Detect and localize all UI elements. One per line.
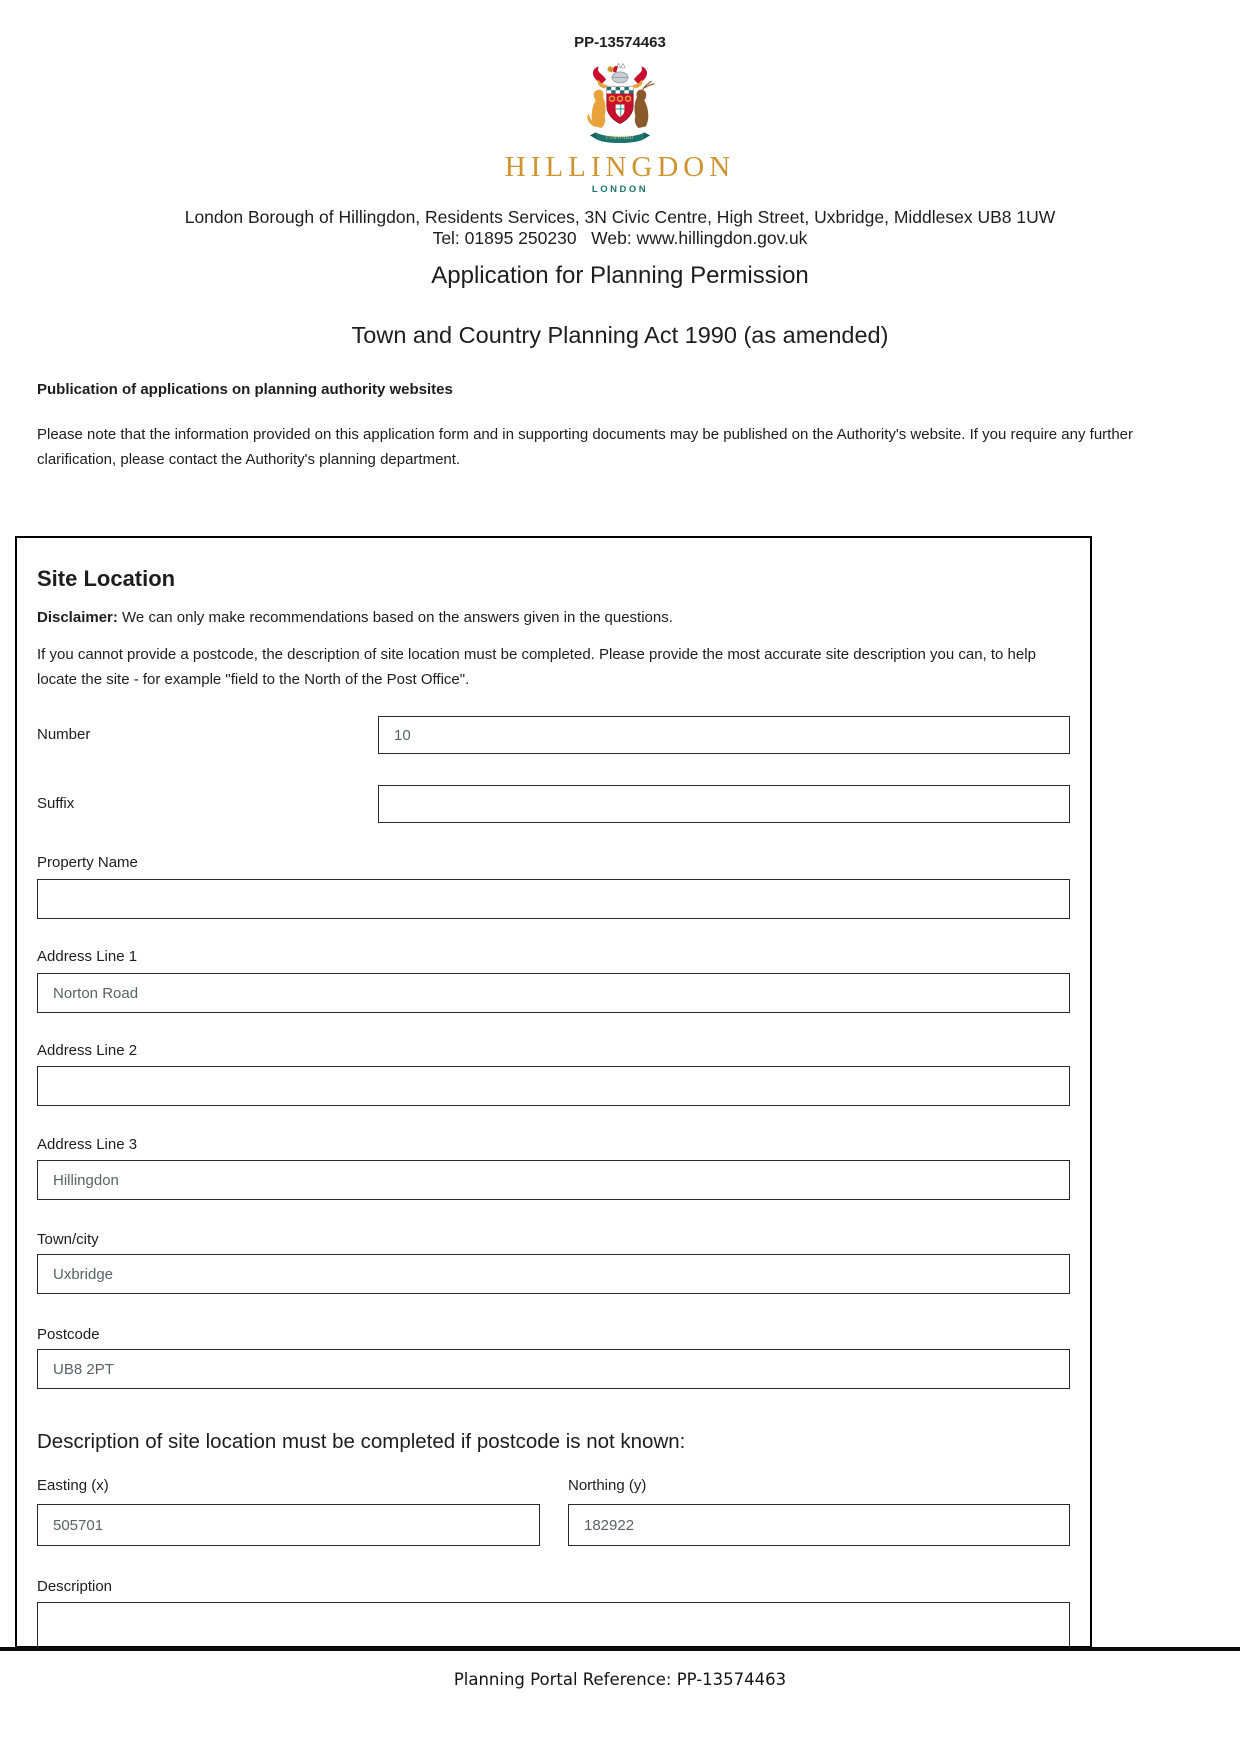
description-textarea[interactable] bbox=[37, 1602, 1070, 1648]
form-subtitle: Town and Country Planning Act 1990 (as amended) bbox=[351, 322, 889, 348]
town-city-input[interactable] bbox=[37, 1254, 1070, 1294]
crest-motto-text: FORWARD bbox=[605, 136, 635, 141]
town-city-label: Town/city bbox=[37, 1231, 99, 1248]
page-break-divider bbox=[0, 1647, 1240, 1651]
hillingdon-crest bbox=[0, 62, 1240, 150]
easting-input[interactable] bbox=[37, 1504, 540, 1546]
number-input[interactable] bbox=[378, 716, 1070, 754]
easting-northing-row bbox=[37, 1477, 1070, 1546]
number-label: Number bbox=[37, 726, 91, 743]
disclaimer-label: Disclaimer: bbox=[37, 609, 118, 626]
authority-contact-line: Tel: 01895 250230 Web: www.hillingdon.gov.uk bbox=[432, 228, 808, 248]
field-number bbox=[37, 716, 1070, 754]
site-location-disclaimer bbox=[37, 608, 1070, 627]
hillingdon-wordmark: HILLINGDON bbox=[504, 151, 736, 183]
property-name-label: Property Name bbox=[37, 854, 138, 871]
field-suffix bbox=[37, 785, 1070, 823]
coat-of-arms-icon bbox=[572, 62, 668, 150]
postcode-label: Postcode bbox=[37, 1326, 100, 1343]
publication-note-body: Please note that the information provided on this application form and in supporting documents may be published on the Authority's website. If you require any further clarification, please contact the Authority's planning department. bbox=[37, 426, 1134, 468]
address-line-3-label: Address Line 3 bbox=[37, 1136, 138, 1153]
description-required-heading: Description of site location must be completed if postcode is not known: bbox=[37, 1430, 686, 1453]
site-location-intro: If you cannot provide a postcode, the description of site location must be completed. Please provide the most accurate site description you can, to help locate the site - for example "field to the North of the Post Office". bbox=[37, 646, 1036, 688]
site-location-section bbox=[15, 536, 1092, 1648]
publication-note-heading: Publication of applications on planning authority websites bbox=[37, 381, 453, 398]
planning-reference-top: PP-13574463 bbox=[574, 34, 666, 51]
site-location-heading: Site Location bbox=[37, 566, 176, 591]
address-line-2-label: Address Line 2 bbox=[37, 1042, 138, 1059]
postcode-input[interactable] bbox=[37, 1349, 1070, 1389]
address-line-2-input[interactable] bbox=[37, 1066, 1070, 1106]
suffix-label: Suffix bbox=[37, 795, 75, 812]
footer-reference: Planning Portal Reference: PP-13574463 bbox=[453, 1670, 787, 1689]
easting-label: Easting (x) bbox=[37, 1477, 109, 1494]
northing-input[interactable] bbox=[568, 1504, 1070, 1546]
northing-label: Northing (y) bbox=[568, 1477, 647, 1494]
disclaimer-text: We can only make recommendations based on the answers given in the questions. bbox=[117, 609, 673, 626]
address-line-1-label: Address Line 1 bbox=[37, 948, 138, 965]
field-northing bbox=[568, 1477, 1070, 1546]
hillingdon-wordmark-subtitle: LONDON bbox=[591, 184, 649, 195]
suffix-input[interactable] bbox=[378, 785, 1070, 823]
description-label: Description bbox=[37, 1578, 113, 1595]
property-name-input[interactable] bbox=[37, 879, 1070, 919]
form-title: Application for Planning Permission bbox=[431, 262, 809, 289]
address-line-1-input[interactable] bbox=[37, 973, 1070, 1013]
address-line-3-input[interactable] bbox=[37, 1160, 1070, 1200]
field-easting bbox=[37, 1477, 540, 1546]
authority-address-line: London Borough of Hillingdon, Residents Services, 3N Civic Centre, High Street, Uxbridge, Middlesex UB8 1UW bbox=[184, 207, 1056, 227]
